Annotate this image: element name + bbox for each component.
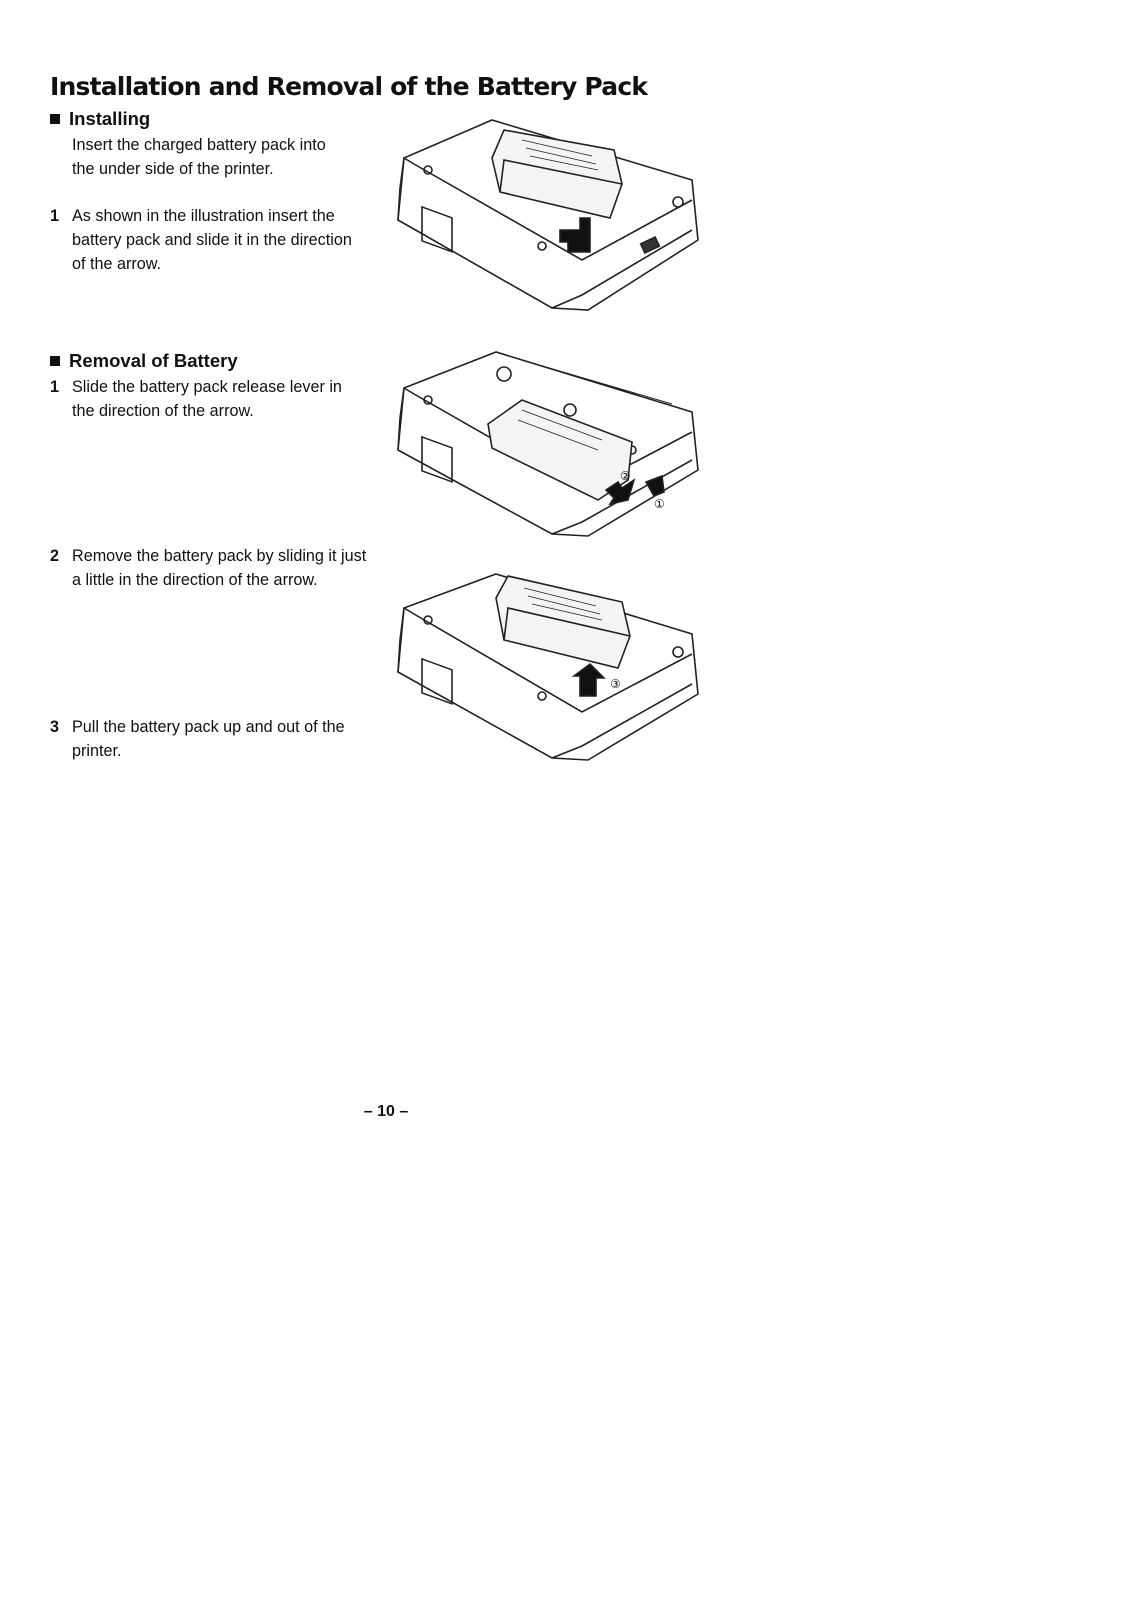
installing-illustration (392, 100, 718, 316)
removal-step-1-text: Slide the battery pack release lever in the direction of the arrow. (72, 378, 342, 420)
page-title: Installation and Removal of the Battery Pack (50, 72, 648, 101)
install-step-1-number: 1 (50, 207, 60, 225)
insert-arrow-icon (560, 218, 590, 252)
removal-heading (50, 350, 238, 372)
installing-heading (50, 108, 150, 130)
lift-arrow-3-icon (574, 664, 604, 696)
battery-pack (496, 576, 630, 668)
removal-step-3-number: 3 (50, 718, 60, 736)
battery-pack (492, 130, 622, 218)
page-number: – 10 – (363, 1103, 409, 1120)
lever-arrow-1-icon (646, 476, 664, 496)
printer-side-panel (422, 659, 452, 704)
marker-1: ① (654, 497, 665, 511)
marker-3: ③ (610, 677, 621, 691)
removal-step-3-text: Pull the battery pack up and out of the printer. (72, 718, 345, 760)
square-bullet-icon (50, 114, 60, 124)
printer-side-panel (422, 207, 452, 252)
removal-step-1-number: 1 (50, 378, 60, 396)
removal-heading-text: Removal of Battery (69, 350, 238, 371)
installing-heading-text: Installing (69, 108, 151, 129)
removal-illustration (392, 568, 718, 768)
installing-intro: Insert the charged battery pack into the under side of the printer. (72, 136, 326, 178)
install-step-1-text: As shown in the illustration insert the battery pack and slide it in the direction of the arrow. (72, 207, 352, 273)
release-lever-illustration (392, 340, 718, 540)
battery-pack (488, 400, 632, 500)
removal-step-2-number: 2 (50, 547, 60, 565)
marker-2: ② (620, 469, 631, 483)
printer-side-panel (422, 437, 452, 482)
square-bullet-icon (50, 356, 60, 366)
removal-step-2-text: Remove the battery pack by sliding it just a little in the direction of the arrow. (72, 547, 367, 589)
